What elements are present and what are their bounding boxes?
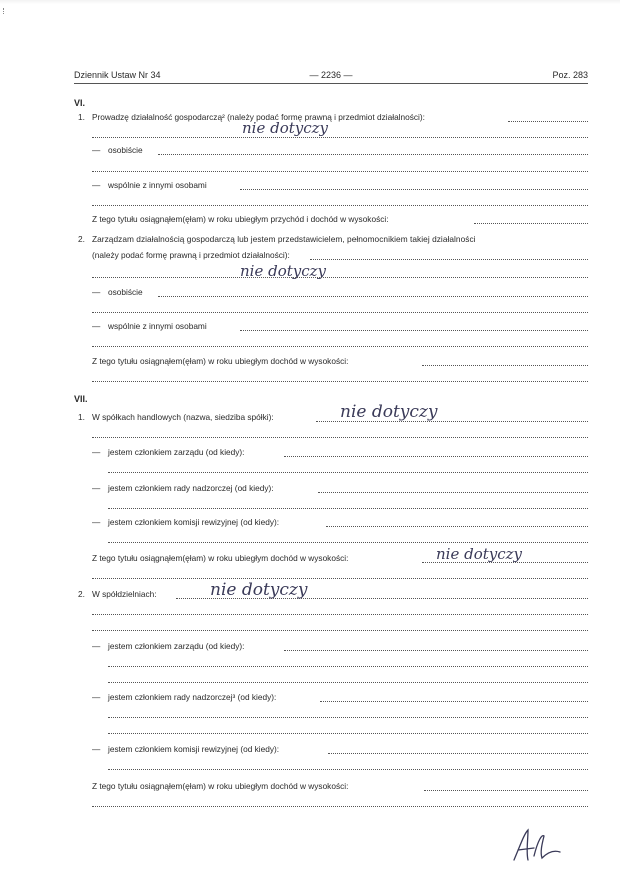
vii-item2-dash3: — [92, 744, 101, 754]
vii-item2-income: Z tego tytułu osiągnąłem(ęłam) w roku ubiegłym dochód w wysokości: [92, 781, 349, 791]
vii-item1-audit: jestem członkiem komisji rewizyjnej (od kiedy): [108, 517, 280, 527]
vii-item1-text: W spółkach handlowych (nazwa, siedziba spółki): [92, 412, 274, 422]
signature-mark [506, 826, 566, 866]
vi-item2-line [92, 276, 588, 278]
page-header [74, 70, 588, 82]
position-number: Poz. 283 [552, 70, 588, 80]
vi-item1-number: 1. [78, 112, 85, 122]
vii-item2-dash1: — [92, 641, 101, 651]
vii-item2-supervisory-fill [320, 700, 588, 702]
vi-item1-income: Z tego tytułu osiągnąłem(ęłam) w roku ubiegłym przychód i dochód w wysokości: [92, 214, 389, 224]
vi-item2-income: Z tego tytułu osiągnąłem(ęłam) w roku ubiegłym dochód w wysokości: [92, 356, 349, 366]
vii-item2-audit: jestem członkiem komisji rewizyjnej (od kiedy): [108, 744, 280, 754]
vii-item1-board-fill [284, 455, 588, 457]
vi-item1-dash2: — [92, 180, 101, 190]
vii-item2-board-line2 [108, 681, 588, 683]
vi-item2-number: 2. [78, 234, 85, 244]
vii-item1-income: Z tego tytułu osiągnąłem(ęłam) w roku ubiegłym dochód w wysokości: [92, 553, 349, 563]
vi-item2-personal-fill [158, 295, 588, 297]
journal-name: Dziennik Ustaw Nr 34 [74, 70, 161, 80]
vii-item2-audit-fill [328, 752, 588, 754]
vii-item1-number: 1. [78, 412, 85, 422]
section-vi-title: VI. [74, 98, 86, 108]
vii-item2-audit-line [108, 768, 588, 770]
vi-item1-joint-fill [240, 188, 588, 190]
vi-item1-line [92, 136, 588, 138]
vi-item1-text: Prowadzę działalność gospodarczą² (należy podać formę prawną i przedmiot działalności): [92, 112, 425, 122]
vii-item1-supervisory-fill [318, 491, 588, 493]
vii-item2-income-fill [424, 789, 588, 791]
vi-item2-dash1: — [92, 287, 101, 297]
vii-item2-supervisory: jestem członkiem rady nadzorczej³ (od kiedy): [108, 692, 277, 702]
vi-item2-text-line2: (należy podać formę prawną i przedmiot działalności): [92, 250, 290, 260]
vii-item1-board: jestem członkiem zarządu (od kiedy): [108, 447, 245, 457]
vi-item2-fill [310, 258, 588, 260]
vii-item2-income-line [92, 805, 588, 807]
vi-item2-personal: osobiście [108, 287, 143, 297]
vii-item1-dash2: — [92, 483, 101, 493]
vi-item2-text-line1: Zarządzam działalnością gospodarczą lub jestem przedstawicielem, pełnomocnikiem takiej działalności [92, 234, 476, 244]
page-number: — 2236 — [309, 70, 353, 80]
vi-item1-dash1: — [92, 145, 101, 155]
vi-item1-joint: wspólnie z innymi osobami [108, 180, 207, 190]
vii-item1-dash3: — [92, 517, 101, 527]
vii-item1-supervisory-line [108, 507, 588, 509]
vi-item2-joint: wspólnie z innymi osobami [108, 321, 207, 331]
vii-item2-text: W spółdzielniach: [92, 589, 157, 599]
vi-item1-fill [508, 120, 588, 122]
vi-item2-income-fill [422, 364, 588, 366]
vi-item2-income-line [92, 380, 588, 382]
vii-item1-dash1: — [92, 447, 101, 457]
vii-item2-dash2: — [92, 692, 101, 702]
vii-item2-line1 [92, 613, 588, 615]
vii-item2-handwriting: nie dotyczy [210, 580, 308, 600]
vii-item1-board-line [108, 471, 588, 473]
vii-item2-board-fill [284, 649, 588, 651]
vi-item1-personal-line [92, 170, 588, 172]
vi-item1-personal: osobiście [108, 145, 143, 155]
vii-item2-board-line1 [108, 665, 588, 667]
vi-item1-joint-line [92, 204, 588, 206]
scan-edge [0, 0, 620, 4]
vii-item2-supervisory-line1 [108, 716, 588, 718]
section-vii-title: VII. [74, 394, 88, 404]
header-rule [74, 83, 588, 84]
vii-item1-audit-fill [326, 525, 588, 527]
vii-item1-line [92, 436, 588, 438]
vii-item2-line2 [92, 629, 588, 631]
vi-item2-dash2: — [92, 321, 101, 331]
vi-item2-handwriting: nie dotyczy [240, 262, 327, 280]
vi-item2-joint-line [92, 345, 588, 347]
vii-item2-supervisory-line2 [108, 732, 588, 734]
vi-item1-handwriting: nie dotyczy [242, 119, 329, 137]
scan-mark [3, 8, 5, 14]
vii-item2-number: 2. [78, 589, 85, 599]
vi-item1-income-fill [474, 222, 588, 224]
vi-item2-personal-line [92, 311, 588, 313]
vii-item1-income-line [92, 577, 588, 579]
vi-item2-joint-fill [240, 329, 588, 331]
vii-item2-board: jestem członkiem zarządu (od kiedy): [108, 641, 245, 651]
vii-item1-audit-line [108, 541, 588, 543]
vii-item1-supervisory: jestem członkiem rady nadzorczej (od kiedy): [108, 483, 274, 493]
vii-item1-income-handwriting: nie dotyczy [436, 545, 523, 563]
vii-item1-handwriting: nie dotyczy [340, 402, 438, 422]
vi-item1-personal-fill [158, 153, 588, 155]
